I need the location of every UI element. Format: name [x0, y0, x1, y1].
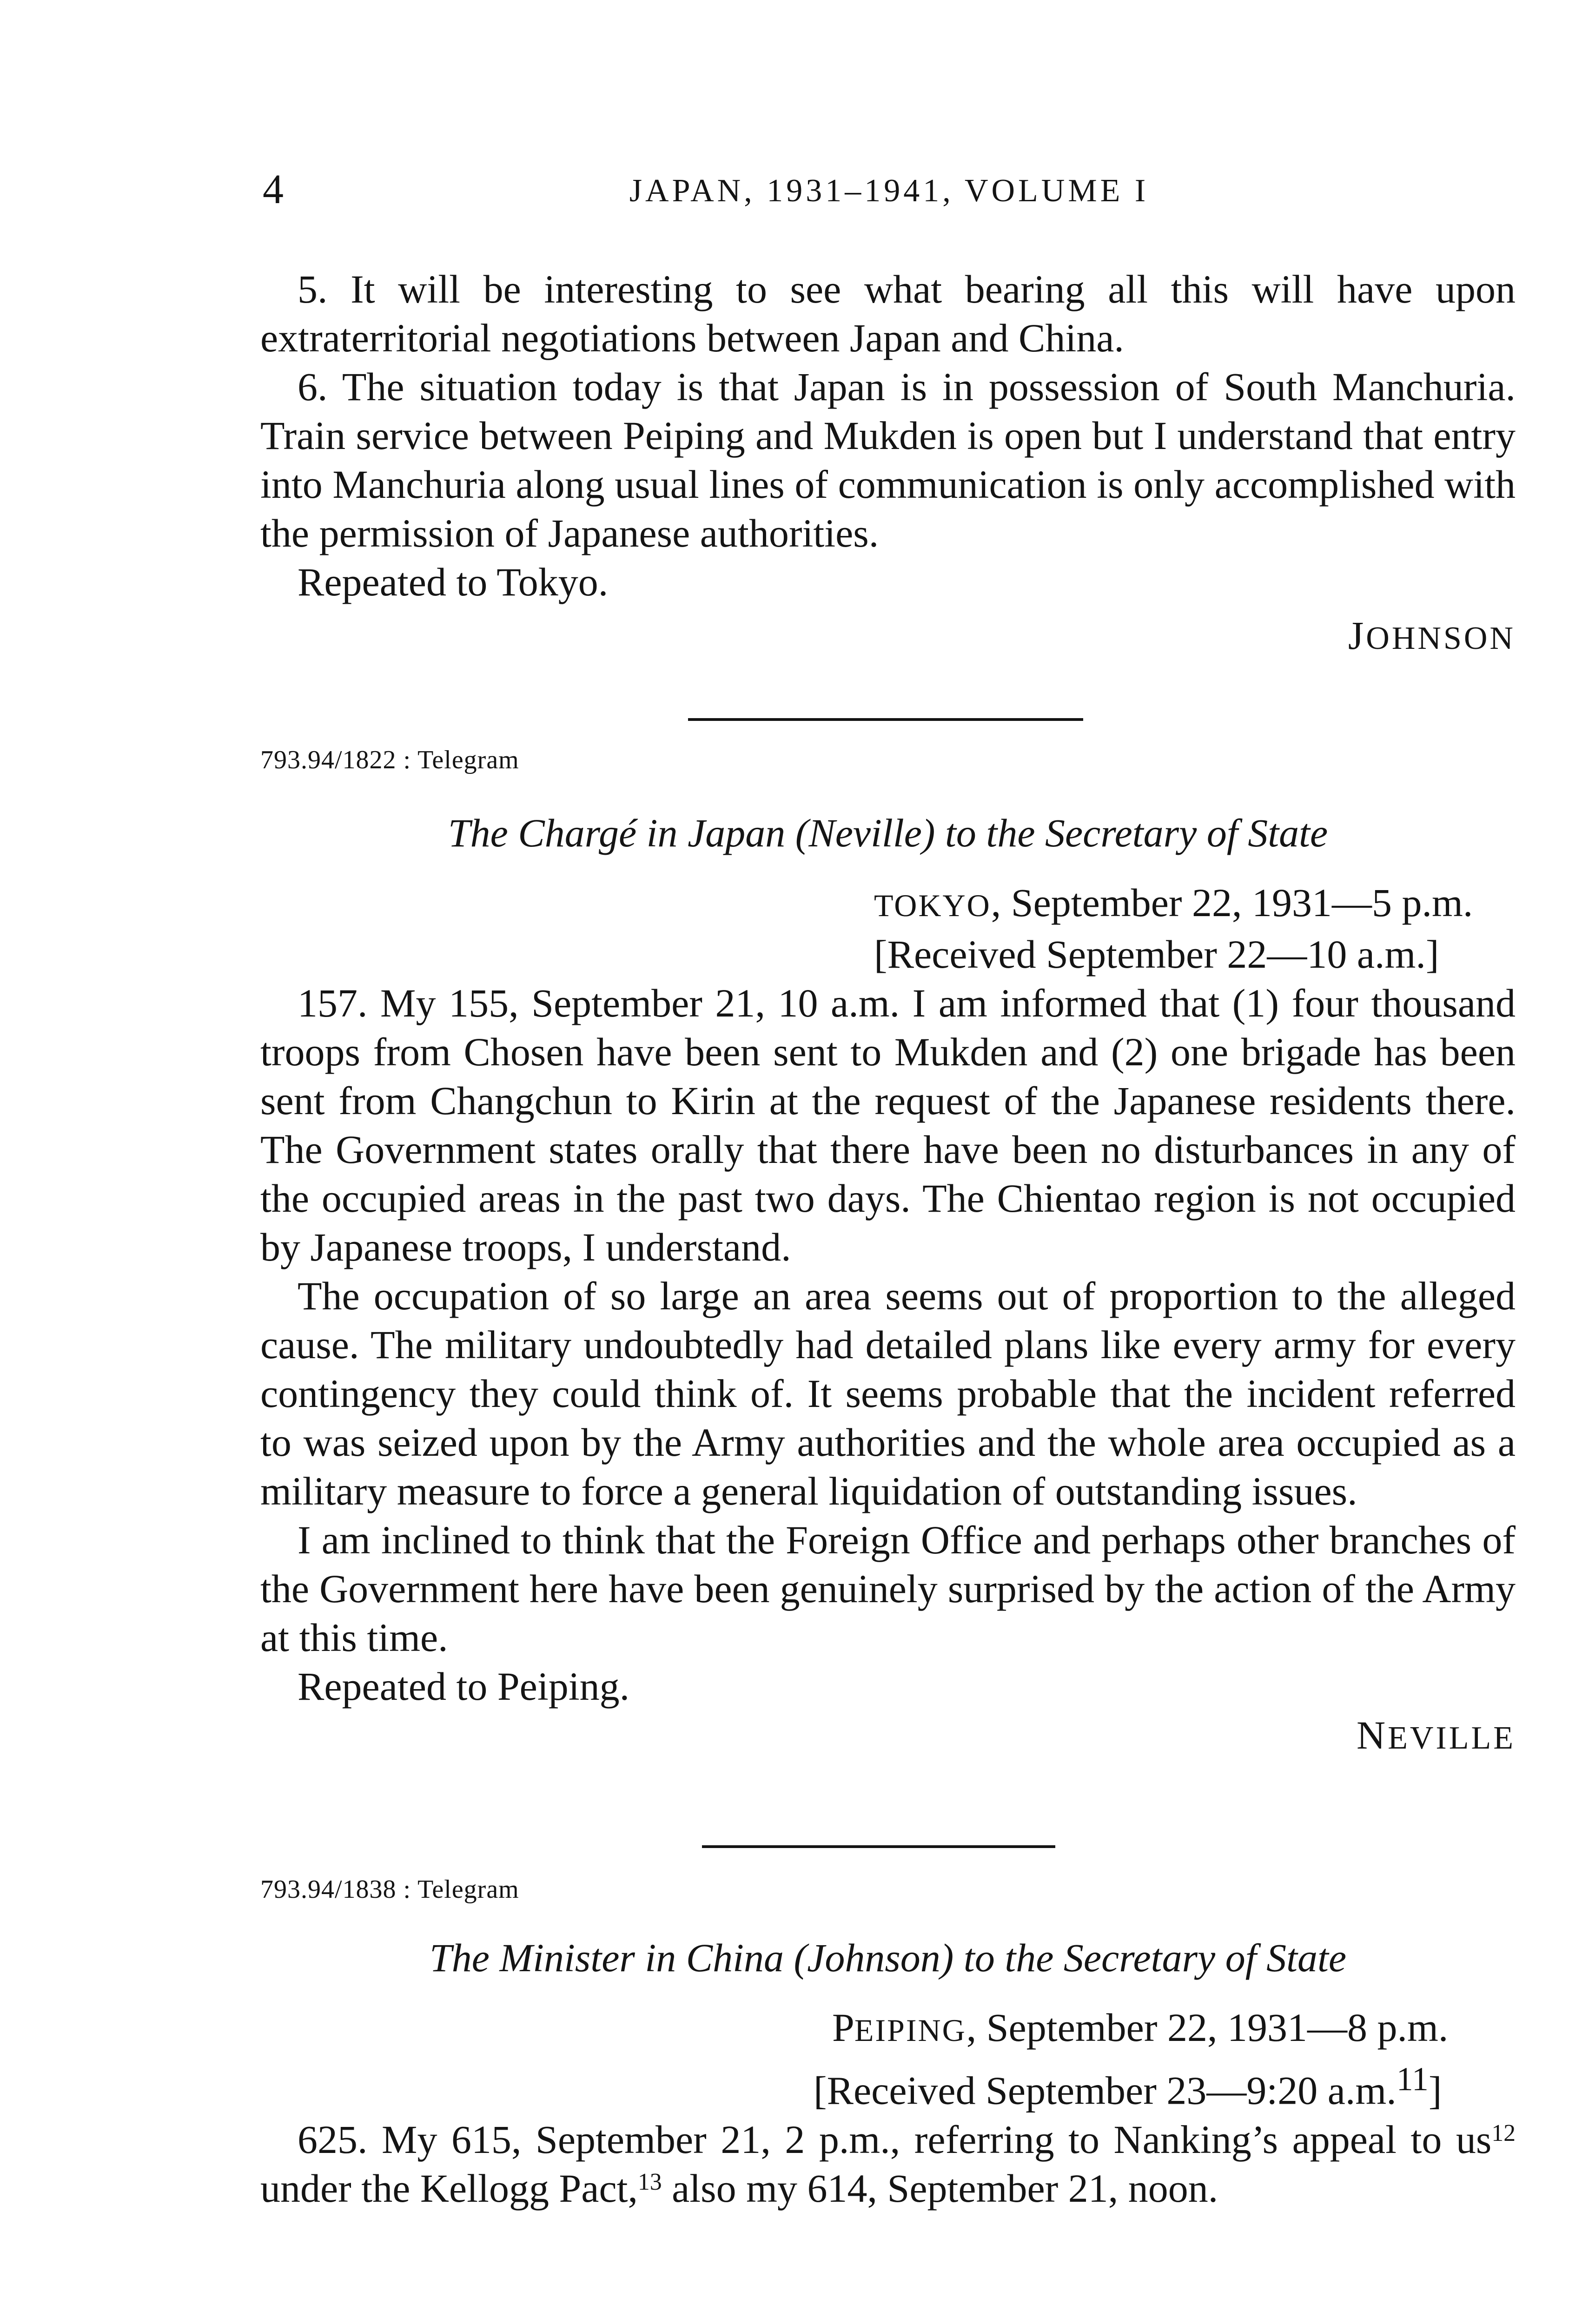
received-line: [Received September 22—10 a.m.] [874, 932, 1439, 977]
document-reference: 793.94/1822 : Telegram [260, 746, 519, 774]
paragraph-occupation: The occupation of so large an area seems out of proportion to the alleged cause. The military undoubtedly had detailed plans like every army for every contingency they could think of. It seems probable that the incident referred to was seized upon by the Army authorities and the whole area occupied as a military measure to force a general liquidation of outstanding issues. [260, 1274, 1516, 1513]
document-caption: The Minister in China (Johnson) to the Secretary of State [429, 1935, 1347, 1980]
page-number: 4 [263, 166, 284, 212]
footnote-ref-11[interactable]: 11 [1396, 2060, 1429, 2098]
paragraph-5: 5. It will be interesting to see what bearing all this will have upon extraterritorial negotiations between Japan and China. [260, 267, 1516, 360]
document-reference: 793.94/1838 : Telegram [260, 1875, 519, 1904]
document-neville-telegram [260, 744, 1516, 1763]
running-head: JAPAN, 1931–1941, VOLUME I [629, 173, 1149, 209]
paragraph-157: 157. My 155, September 21, 10 a.m. I am informed that (1) four thousand troops from Chosen have been sent to Mukden and (2) one brigade has been sent from Changchun to Kirin at the request of the Japanese residents there. The Government states orally that there have been no disturbances in any of the occupied areas in the past two days. The Chientao region is not occupied by Japanese troops, I understand. [260, 981, 1516, 1269]
paragraph-625: 625. My 615, September 21, 2 p.m., referring to Nanking’s appeal to $us^{12}$ under the Kellogg Pact,$^{13}$ also my 614, September 21, noon. [260, 2117, 1516, 2211]
document-caption: The Chargé in Japan (Neville) to the Secretary of State [448, 811, 1328, 855]
footnote-ref-12[interactable]: 12 [1491, 2119, 1516, 2146]
page-header [263, 166, 1516, 218]
dateline: TOKYO, September 22, 1931—5 p.m. [874, 880, 1473, 925]
document-johnson-telegram [260, 1873, 1516, 2213]
signature-johnson: JOHNSON [1348, 613, 1516, 658]
repeated-to-peiping: Repeated to Peiping. [298, 1664, 630, 1709]
section-divider [688, 718, 1083, 721]
signature-neville: NEVILLE [1356, 1713, 1516, 1757]
dateline: PEIPING, September 22, 1931—8 p.m. [832, 2005, 1449, 2050]
section-divider [702, 1845, 1055, 1848]
document-johnson-continuation [260, 265, 1516, 663]
footnote-ref-13[interactable]: 13 [638, 2168, 662, 2195]
paragraph-6: 6. The situation today is that Japan is in possession of South Manchuria. Train service between Peiping and Mukden is open but I understand that entry into Manchuria along usual lines of communication is only accomplished with the permission of Japanese authorities. [260, 364, 1516, 555]
repeated-to-tokyo: Repeated to Tokyo. [298, 560, 609, 604]
paragraph-foreign-office: I am inclined to think that the Foreign Office and perhaps other branches of the Government here have been genuinely surprised by the action of the Army at this time. [260, 1518, 1516, 1660]
received-line: [Received September 23—9:20 a.m.$^{11}$] [814, 2060, 1442, 2113]
